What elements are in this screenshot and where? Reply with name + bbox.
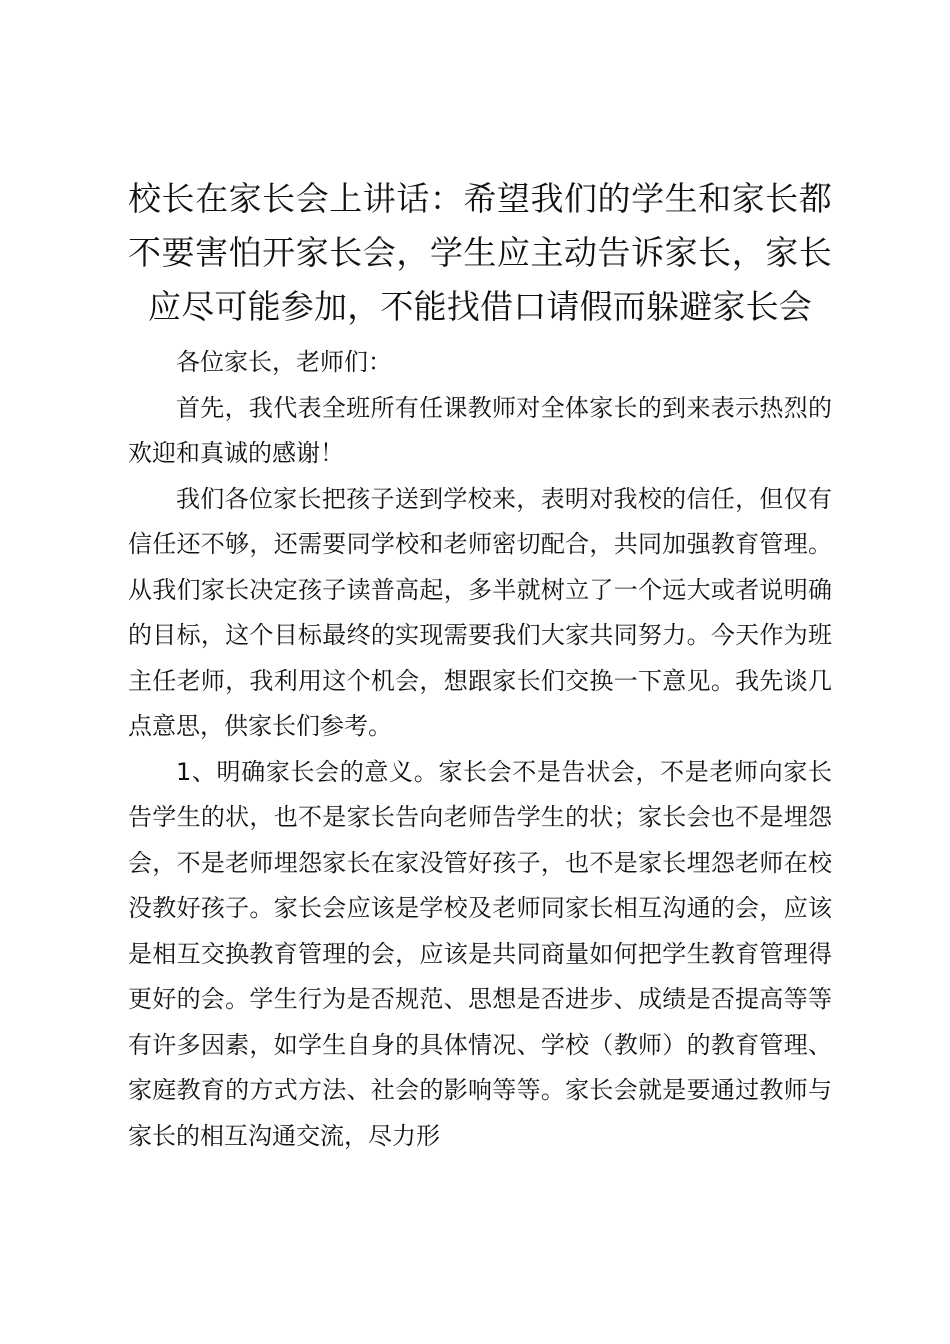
paragraph-greeting: 各位家长，老师们：: [176, 348, 392, 376]
paragraph-trust: 我们各位家长把孩子送到学校来，表明对我校的信任，但仅有信任还不够，还需要同学校和老师密切配合，共同加强教育管理。从我们家长决定孩子读普高起，多半就树立了一个远大或者说明确的目标，这个目标最终的实现需要我们大家共同努力。今天作为班主任老师，我利用这个机会，想跟家长们交换一下意见。我先谈几点意思，供家长们参考。: [128, 484, 832, 740]
document-page: [128, 172, 832, 1159]
document-title: 校长在家长会上讲话：希望我们的学生和家长都不要害怕开家长会，学生应主动告诉家长，家长应尽可能参加，不能找借口请假而躲避家长会: [128, 179, 832, 326]
paragraph-welcome: 首先，我代表全班所有任课教师对全体家长的到来表示热烈的欢迎和真诚的感谢！: [128, 393, 832, 467]
paragraph-meeting-meaning: 1、明确家长会的意义。家长会不是告状会，不是老师向家长告学生的状，也不是家长告向老师告学生的状；家长会也不是埋怨会，不是老师埋怨家长在家没管好孩子，也不是家长埋怨老师在校没教好孩子。家长会应该是学校及老师同家长相互沟通的会，应该是相互交换教育管理的会，应该是共同商量如何把学生教育管理得更好的会。学生行为是否规范、思想是否进步、成绩是否提高等等有许多因素，如学生自身的具体情况、学校（教师）的教育管理、家庭教育的方式方法、社会的影响等等。家长会就是要通过教师与家长的相互沟通交流，尽力形: [128, 757, 832, 1150]
